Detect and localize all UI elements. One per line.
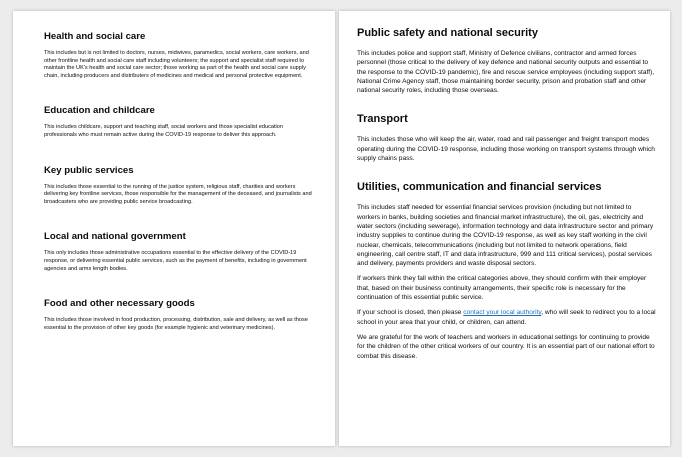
section-body: This includes childcare, support and teaching staff, social workers and those specialist education professionals who must remain active during the COVID-19 response to deliver this approach. [44,124,284,138]
section-heading: Health and social care [44,31,146,42]
right-panel [339,11,670,446]
section-local-national-government [44,231,313,273]
section-food-necessary-goods [44,298,313,332]
section-heading: Education and childcare [44,105,155,117]
section-body: This includes staff needed for essential financial services provision (including but not limited to workers in banks, building societies and financial market infrastructure), the oil, gas, electricity and water sectors (including sewerage), information technology and data infrastructure sector and primary industry supplies to continue during the COVID-19 response, as well as key staff working in the civil nuclear, chemicals, telecommunications (including but not limited to network operations, field engineering, call centre staff, IT and data infrastructure, 999 and 111 critical services), postal services and delivery, payments providers and waste disposal sectors. [357,204,654,268]
section-body: This includes those involved in food production, processing, distribution, sale and delivery, as well as those essential to the provision of other key goods (for example hygienic and veterinary medicines). [44,317,308,331]
closing-paragraph-critical-workers: If workers think they fall within the critical categories above, they should confirm with their employer that, based on their business continuity arrangements, their specific role is necessary for the continuation of this essential public service. [357,275,647,302]
section-heading: Key public services [44,164,134,176]
section-body: This only includes those administrative occupations essential to the effective delivery of the COVID-19 response, or delivering essential public services, such as the payment of benefits, including in government agencies and arms length bodies. [44,250,307,272]
section-body: This includes but is not limited to doctors, nurses, midwives, paramedics, social workers, care workers, and other frontline health and social care staff including volunteers; the support and specialist staff required to maintain the UK's health and social care sector; those working as part of the health and social care supply chain, including producers and distributers of medicines and medical and personal protective equipment. [44,50,309,79]
section-education-childcare [44,105,313,139]
left-panel [13,11,335,446]
contact-local-authority-link[interactable]: contact your local authority [463,309,542,317]
closing-paragraph-school-closed [357,308,656,327]
section-public-safety [357,27,656,95]
section-body: This includes those essential to the running of the justice system, religious staff, charities and workers delivering key frontline services, those responsible for the management of the deceased, and journalists and broadcasters who are providing public service broadcasting. [44,183,312,205]
section-utilities-communication-financial [357,181,656,268]
closing-text-before-link: If your school is closed, then please [357,309,464,317]
closing-paragraph-gratitude: We are grateful for the work of teachers and workers in educational settings for continuing to provide for the children of the other critical workers of our country. It is an essential part of our national effort to combat this disease. [357,333,655,360]
closing-text-after-link: , who will seek to redirect you to a local school in your area that your child, or children, can attend. [357,309,656,326]
section-heading: Local and national government [44,231,186,243]
section-heading: Public safety and national security [357,27,538,39]
section-health-social-care [44,31,313,80]
section-transport [357,113,656,163]
section-heading: Food and other necessary goods [44,298,195,310]
section-heading: Utilities, communication and financial services [357,181,602,194]
section-key-public-services [44,165,313,207]
section-heading: Transport [357,113,408,126]
section-body: This includes those who will keep the air, water, road and rail passenger and freight transport modes operating during the COVID-19 response, including those working on transport systems through which supply chains pass. [357,136,655,163]
section-body: This includes police and support staff, Ministry of Defence civilians, contractor and armed forces personnel (those critical to the delivery of key defence and national security outputs and essential to the response to the COVID-19 pandemic), fire and rescue service employees (including support staff), National Crime Agency staff, those maintaining border security, prison and probation staff and other national security roles, including those overseas. [357,50,655,95]
